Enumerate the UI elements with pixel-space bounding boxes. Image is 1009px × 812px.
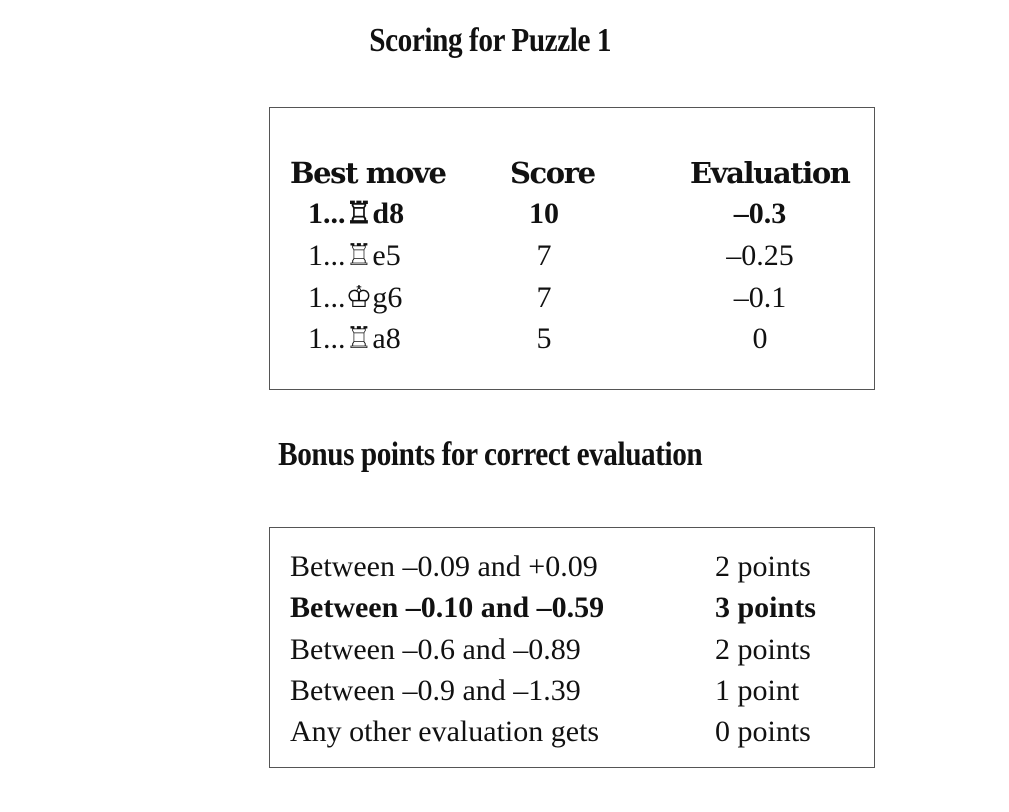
range-cell: Any other evaluation gets — [290, 715, 600, 748]
scoring-title: Scoring for Puzzle 1 — [369, 22, 612, 59]
move-cell: 1...♖e5 — [308, 239, 401, 272]
evaluation-cell: –0.3 — [733, 197, 787, 230]
points-cell: 2 points — [715, 550, 811, 583]
points-cell: 0 points — [715, 715, 811, 748]
move-cell: 1...♖d8 — [308, 197, 405, 230]
header-best-move: Best move — [290, 156, 446, 190]
range-cell: Between –0.09 and +0.09 — [290, 550, 598, 583]
move-cell: 1...♖a8 — [308, 322, 401, 355]
header-evaluation: Evaluation — [690, 156, 850, 190]
points-cell: 3 points — [715, 591, 816, 624]
range-cell: Between –0.9 and –1.39 — [290, 674, 581, 707]
bonus-title: Bonus points for correct evaluation — [278, 436, 703, 473]
header-score: Score — [510, 156, 595, 190]
scoring-table — [269, 107, 875, 390]
range-cell: Between –0.6 and –0.89 — [290, 633, 581, 666]
range-cell: Between –0.10 and –0.59 — [290, 591, 605, 624]
bonus-table — [269, 527, 875, 768]
evaluation-cell: –0.25 — [726, 239, 794, 272]
points-cell: 1 point — [715, 674, 800, 707]
score-cell: 10 — [529, 197, 559, 230]
points-cell: 2 points — [715, 633, 811, 666]
score-cell: 7 — [536, 281, 552, 314]
score-cell: 7 — [536, 239, 552, 272]
evaluation-cell: 0 — [752, 322, 768, 355]
score-cell: 5 — [536, 322, 552, 355]
evaluation-cell: –0.1 — [733, 281, 787, 314]
move-cell: 1...♔g6 — [308, 281, 403, 314]
